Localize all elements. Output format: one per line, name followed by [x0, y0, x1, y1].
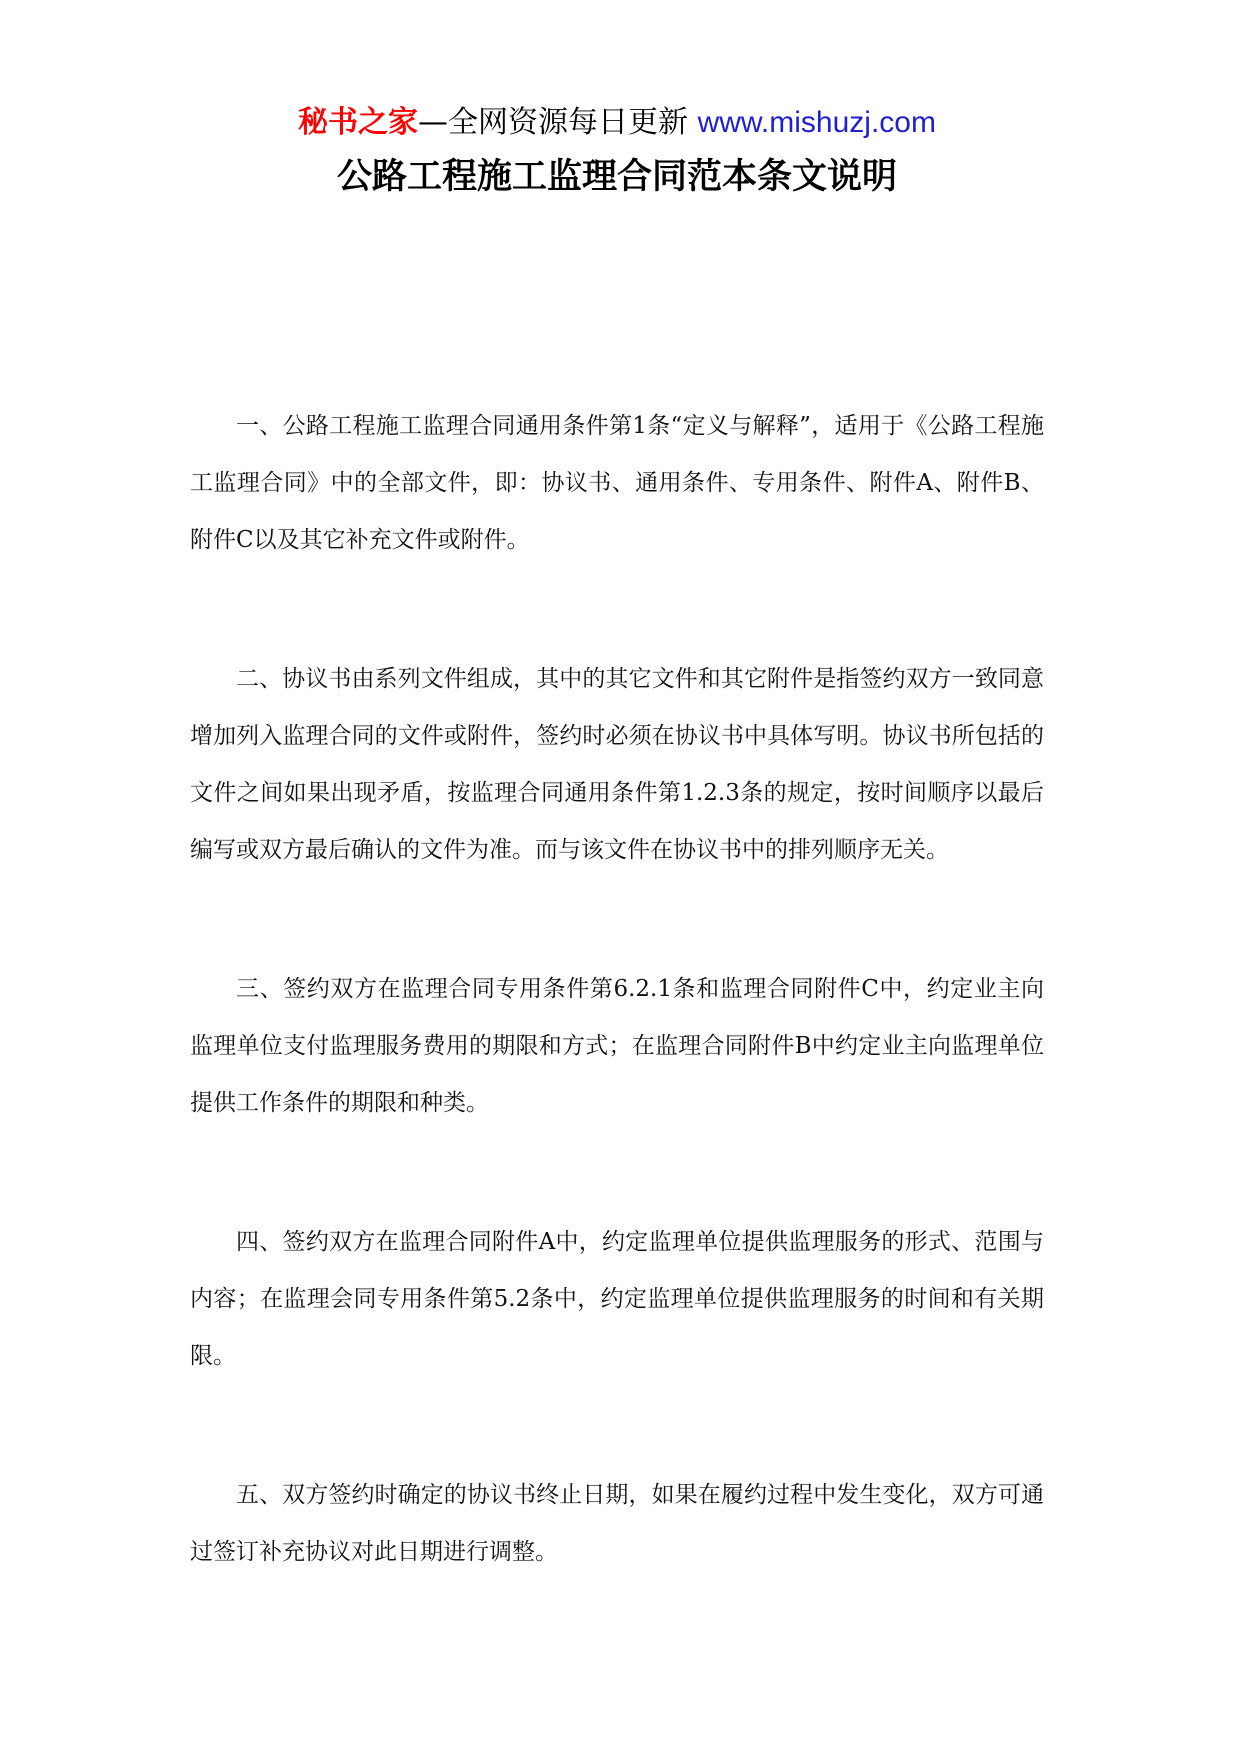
document-body: [190, 398, 1044, 1663]
document-title: 公路工程施工监理合同范本条文说明: [336, 157, 897, 197]
site-url-link[interactable]: www.mishuzj.com: [697, 106, 936, 139]
paragraph-4: 四、签约双方在监理合同附件A中，约定监理单位提供监理服务的形式、范围与内容；在监理会同专用条件第5.2条中，约定监理单位提供监理服务的时间和有关期限。: [190, 1229, 1044, 1369]
paragraph-5: 五、双方签约时确定的协议书终止日期，如果在履约过程中发生变化，双方可通过签订补充协议对此日期进行调整。: [190, 1482, 1044, 1565]
paragraph-1: 一、公路工程施工监理合同通用条件第1条“定义与解释”，适用于《公路工程施工监理合同》中的全部文件，即：协议书、通用条件、专用条件、附件A、附件B、附件C以及其它补充文件或附件。: [190, 413, 1044, 553]
paragraph-2: 二、协议书由系列文件组成，其中的其它文件和其它附件是指签约双方一致同意增加列入监理合同的文件或附件，签约时必须在协议书中具体写明。协议书所包括的文件之间如果出现矛盾，按监理合同通用条件第1.2.3条的规定，按时间顺序以最后编写或双方最后确认的文件为准。而与该文件在协议书中的排列顺序无关。: [190, 666, 1044, 863]
site-slogan: —全网资源每日更新: [418, 105, 689, 140]
site-header: [0, 100, 1234, 146]
paragraph-3: 三、签约双方在监理合同专用条件第6.2.1条和监理合同附件C中，约定业主向监理单位支付监理服务费用的期限和方式；在监理合同附件B中约定业主向监理单位提供工作条件的期限和种类。: [190, 976, 1044, 1116]
site-brand: 秘书之家: [298, 105, 419, 140]
